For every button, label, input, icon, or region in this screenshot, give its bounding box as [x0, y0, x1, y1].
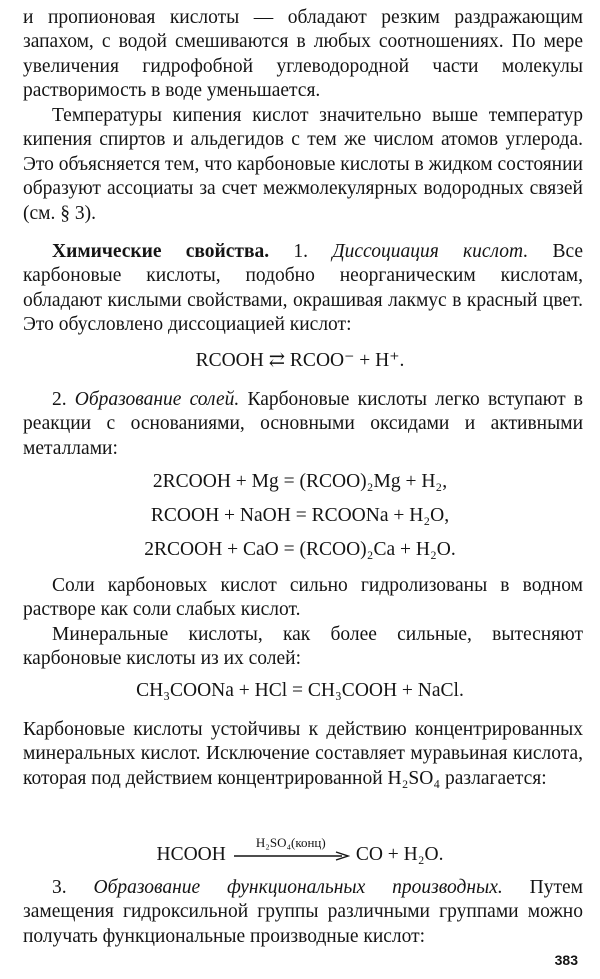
paragraph-dissociation: [23, 240, 583, 338]
page-number: 383: [554, 952, 578, 968]
paragraph-text: Карбоновые кислоты легко вступают в реакции с основаниями, основными оксидами и активными металлами:: [23, 389, 584, 459]
paragraph-text: Путем замещения гидроксильной группы различными группами можно получать функциональные производные кислот:: [23, 877, 584, 947]
subsection-title: Диссоциация кислот.: [332, 241, 529, 262]
equation-cao: 2RCOOH + CaO = (RCOO)₂Ca + H₂O.: [144, 539, 456, 560]
paragraph-boiling-points: Температуры кипения кислот значительно выше температур кипения спиртов и альдегидов с тем же числом атомов углерода. Это объясняется тем, что карбоновые кислоты в жидком состоянии образуют ассоциаты за счет межмолекулярных водородных связей (см. § 3).: [23, 105, 583, 224]
equation-dissociation: RCOOH ⇄ RCOO⁻ + H⁺.: [195, 350, 405, 371]
item-number: 3.: [52, 877, 94, 898]
equation-magnesium: 2RCOOH + Mg = (RCOO)₂Mg + H₂,: [152, 471, 448, 492]
item-number: 1.: [269, 241, 333, 262]
products: CO + H₂O.: [355, 844, 444, 865]
paragraph-text: Все карбоновые кислоты, подобно неорганическим кислотам, обладают кислыми свойствами, окрашивая лакмус в красный цвет. Это обусловлено диссоциацией кислот:: [23, 241, 583, 336]
right-arrow-icon: [232, 851, 350, 861]
equation-naoh: RCOOH + NaOH = RCOONa + H₂O,: [150, 505, 450, 526]
paragraph-mineral-acids: Минеральные кислоты, как более сильные, вытесняют карбоновые кислоты из их солей:: [23, 624, 583, 670]
equation-formic-decomposition: [0, 820, 600, 866]
equation-displacement: CH₃COONa + HCl = CH₃COOH + NaCl.: [136, 680, 464, 701]
paragraph-solubility: и пропионовая кислоты — обладают резким раздражающим запахом, с водой смешиваются в любых соотношениях. По мере увеличения гидрофобной углеводородной части молекулы растворимость в воде уменьшается.: [23, 7, 583, 102]
item-number: 2.: [52, 389, 75, 410]
subsection-title: Образование солей.: [74, 389, 240, 410]
reaction-condition: H₂SO₄(конц): [255, 835, 326, 850]
paragraph-salts: [23, 388, 583, 461]
paragraph-formic-acid: Карбоновые кислоты устойчивы к действию концентрированных минеральных кислот. Исключение составляет муравьиная кислота, которая под действием концентрированной H₂SO₄ разлагается:: [23, 719, 583, 789]
reaction-arrow: [232, 835, 350, 861]
paragraph-derivatives: [23, 876, 583, 949]
subsection-title: Образование функциональных производных.: [93, 877, 503, 898]
paragraph-hydrolysis: Соли карбоновых кислот сильно гидролизованы в водном растворе как соли слабых кислот.: [23, 575, 583, 621]
section-heading: Химические свойства.: [52, 241, 270, 262]
reactant: HCOOH: [156, 844, 226, 865]
